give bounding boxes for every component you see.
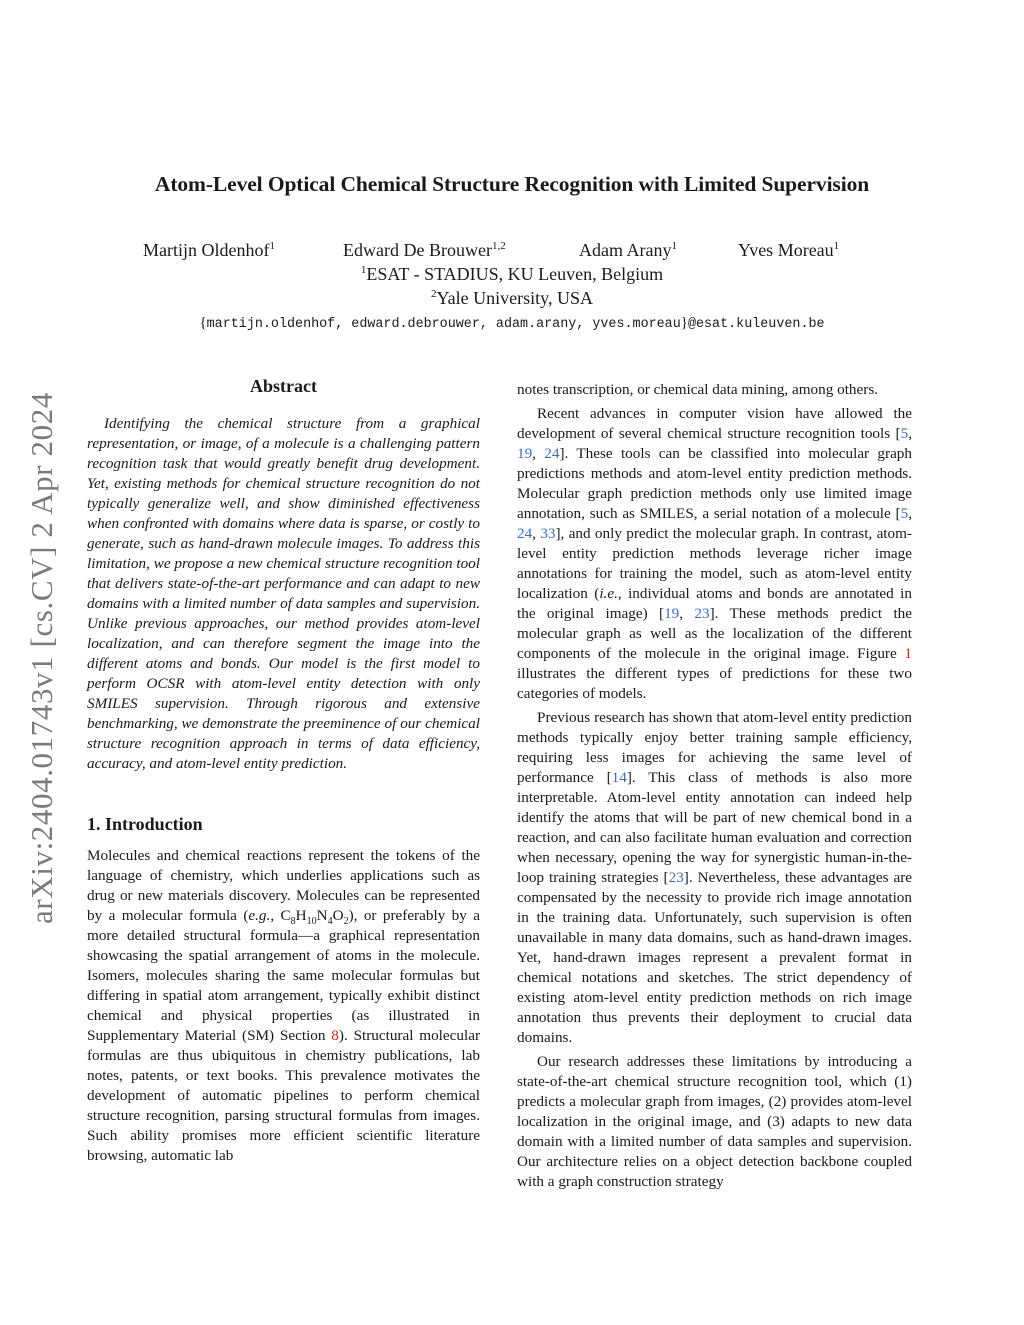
abstract-text: Identifying the chemical structure from a graphical representation, or image, of a molecule is a challenging pattern recognition task that would greatly benefit drug development. Yet, existing methods for chemical structure recognition do not typically generalize well, and show diminished effectiveness when confronted with domains where data is sparse, or costly to generate, such as hand-drawn molecule images. To address this limitation, we propose a new chemical structure recognition tool that delivers state-of-the-art performance and can adapt to new domains with a limited number of data samples and supervision. Unlike previous approaches, our method provides atom-level localization, and can therefore segment the image into the different atoms and bonds. Our model is the first model to perform OCSR with atom-level entity detection with only SMILES supervision. Through rigorous and extensive benchmarking, we demonstrate the preeminence of our chemical structure recognition approach in terms of data efficiency, accuracy, and atom-level entity prediction. bbox=[87, 415, 480, 772]
abstract-heading: Abstract bbox=[250, 376, 317, 396]
citation-link[interactable]: 24 bbox=[517, 525, 533, 542]
text-run: Molecules and chemical reactions represent the tokens of the language of chemistry, which underlies applications such as drug or new materials discovery. Molecules can be represented by a molecular formula ( bbox=[87, 847, 480, 924]
formula-element: C bbox=[280, 907, 291, 924]
arxiv-stamp: arXiv:2404.01743v1 [cs.CV] 2 Apr 2024 bbox=[24, 392, 59, 924]
email-brace-close: } bbox=[680, 315, 688, 331]
author-1 bbox=[343, 240, 506, 261]
author-emails bbox=[0, 315, 1024, 332]
citation-link[interactable]: 24 bbox=[544, 445, 560, 462]
affiliation-text: ESAT - STADIUS, KU Leuven, Belgium bbox=[366, 264, 664, 284]
paper-title: Atom-Level Optical Chemical Structure Recognition with Limited Supervision bbox=[154, 172, 870, 196]
figure-reference-link[interactable]: 1 bbox=[904, 645, 912, 662]
text-run: , bbox=[270, 907, 281, 924]
text-run: ], and only predict the molecular graph. In contrast, atom-level entity prediction methods leverage richer image annotations for training the model, such as atom-level entity localization ( bbox=[517, 525, 912, 602]
formula-element: H bbox=[295, 907, 307, 924]
author-name: Yves Moreau bbox=[738, 240, 834, 260]
affiliation-1 bbox=[0, 264, 1024, 285]
affiliation-2 bbox=[0, 288, 1024, 309]
text-run: , individual atoms and bonds are annotated in the original image) [ bbox=[517, 585, 912, 622]
text-run: Recent advances in computer vision have allowed the development of several chemical structure recognition tools [ bbox=[517, 405, 912, 442]
email-brace-open: { bbox=[199, 315, 207, 331]
affiliation-sup: 2 bbox=[430, 288, 437, 300]
author-affil-sup: 1 bbox=[833, 240, 840, 252]
formula-subscript: 10 bbox=[306, 916, 317, 928]
author-affil-sup: 1 bbox=[671, 240, 677, 252]
molecular-formula bbox=[280, 907, 349, 928]
email-domain: @esat.kuleuven.be bbox=[687, 317, 825, 332]
author-2 bbox=[579, 240, 677, 261]
citation-link[interactable]: 19 bbox=[517, 445, 533, 462]
text-run-italic: e.g. bbox=[248, 907, 271, 924]
left-column bbox=[87, 376, 480, 1166]
formula-subscript: 8 bbox=[290, 916, 296, 928]
citation-link[interactable]: 19 bbox=[664, 605, 680, 622]
author-affil-sup: 1,2 bbox=[491, 240, 506, 252]
author-affil-sup: 1 bbox=[269, 240, 275, 252]
text-run: ]. These methods predict the molecular graph as well as the localization of the different components of the molecule in the original image. Figure bbox=[517, 605, 913, 662]
section-reference-link[interactable]: 8 bbox=[331, 1027, 339, 1044]
intro-paragraph-1 bbox=[87, 846, 480, 1166]
formula-element: O bbox=[332, 907, 344, 924]
text-run-italic: i.e. bbox=[599, 585, 618, 602]
citation-link[interactable]: 5 bbox=[900, 425, 909, 442]
text-run: , bbox=[908, 425, 912, 442]
citation-link[interactable]: 14 bbox=[611, 769, 627, 786]
text-run: Previous research has shown that atom-level entity prediction methods typically enjoy better training sample efficiency, requiring less images for achieving the same level of performance [ bbox=[517, 709, 912, 786]
citation-link[interactable]: 23 bbox=[694, 605, 710, 622]
text-run: ), or preferably by a more detailed structural formula—a graphical representation showcasing the spatial arrangement of atoms in the molecule. Isomers, molecules sharing the same molecular formulas but differing in spatial atom arrangement, typically exhibit distinct chemical and physical properties (as illustrated in Supplementary Material (SM) Section bbox=[87, 907, 480, 1044]
intro-paragraph-4: Our research addresses these limitations by introducing a state-of-the-art chemical structure recognition tool, which (1) predicts a molecular graph from images, (2) provides atom-level localization in the original image, and (3) adapts to new data domain with a limited number of data samples and supervision. Our architecture relies on a object detection backbone coupled with a graph construction strategy bbox=[517, 1053, 912, 1190]
citation-link[interactable]: 23 bbox=[668, 869, 684, 886]
intro-paragraph-3 bbox=[517, 708, 912, 1048]
author-3 bbox=[738, 240, 839, 261]
text-run: , bbox=[532, 445, 545, 462]
author-0 bbox=[143, 240, 275, 261]
introduction-heading: 1. Introduction bbox=[87, 814, 203, 834]
author-list bbox=[0, 240, 1024, 266]
text-run: ]. Nevertheless, these advantages are compensated by the necessity to provide rich image annotation in the training data. Unfortunately, such supervision is often unavailable in many data domains, such as hand-drawn images. Yet, hand-drawn images represent a prevalent format in chemical notations and sketches. The strict dependency of existing atom-level entity prediction methods on rich image annotation thus prevents their deployment to crucial data domains. bbox=[517, 869, 912, 1046]
text-run: , bbox=[532, 525, 541, 542]
text-run: ]. These tools can be classified into molecular graph predictions methods and atom-level entity prediction methods. Molecular graph prediction methods only use limited image annotation, such as SMILES, a serial notation of a molecule [ bbox=[517, 445, 912, 522]
affiliation-sup: 1 bbox=[360, 264, 367, 276]
formula-subscript: 2 bbox=[343, 916, 349, 928]
text-run: , bbox=[679, 605, 695, 622]
author-name: Adam Arany bbox=[579, 240, 672, 260]
text-run: illustrates the different types of predictions for these two categories of models. bbox=[517, 665, 912, 702]
formula-element: N bbox=[316, 907, 328, 924]
text-run: ). Structural molecular formulas are thus ubiquitous in chemistry publications, lab notes, patents, or text books. This prevalence motivates the development of automatic pipelines to perform chemical structure recognition, parsing structural formulas from images. Such ability promises more efficient scientific literature browsing, automatic lab bbox=[87, 1027, 480, 1164]
right-column bbox=[517, 380, 912, 1192]
citation-link[interactable]: 5 bbox=[900, 505, 909, 522]
citation-link[interactable]: 33 bbox=[540, 525, 556, 542]
text-run: ]. This class of methods is also more interpretable. Atom-level entity annotation can indeed help identify the atoms that will be part of new chemical bond in a reaction, and can also facilitate human evaluation and correction when necessary, opening the way for synergistic human-in-the-loop training strategies [ bbox=[517, 769, 912, 886]
intro-paragraph-1-continued: notes transcription, or chemical data mining, among others. bbox=[517, 381, 879, 398]
author-name: Martijn Oldenhof bbox=[143, 240, 270, 260]
author-name: Edward De Brouwer bbox=[343, 240, 492, 260]
text-run: , bbox=[908, 505, 912, 522]
intro-paragraph-2 bbox=[517, 404, 912, 704]
affiliation-text: Yale University, USA bbox=[436, 288, 593, 308]
email-names: martijn.oldenhof, edward.debrouwer, adam.arany, yves.moreau bbox=[206, 317, 681, 332]
formula-subscript: 4 bbox=[327, 916, 333, 928]
